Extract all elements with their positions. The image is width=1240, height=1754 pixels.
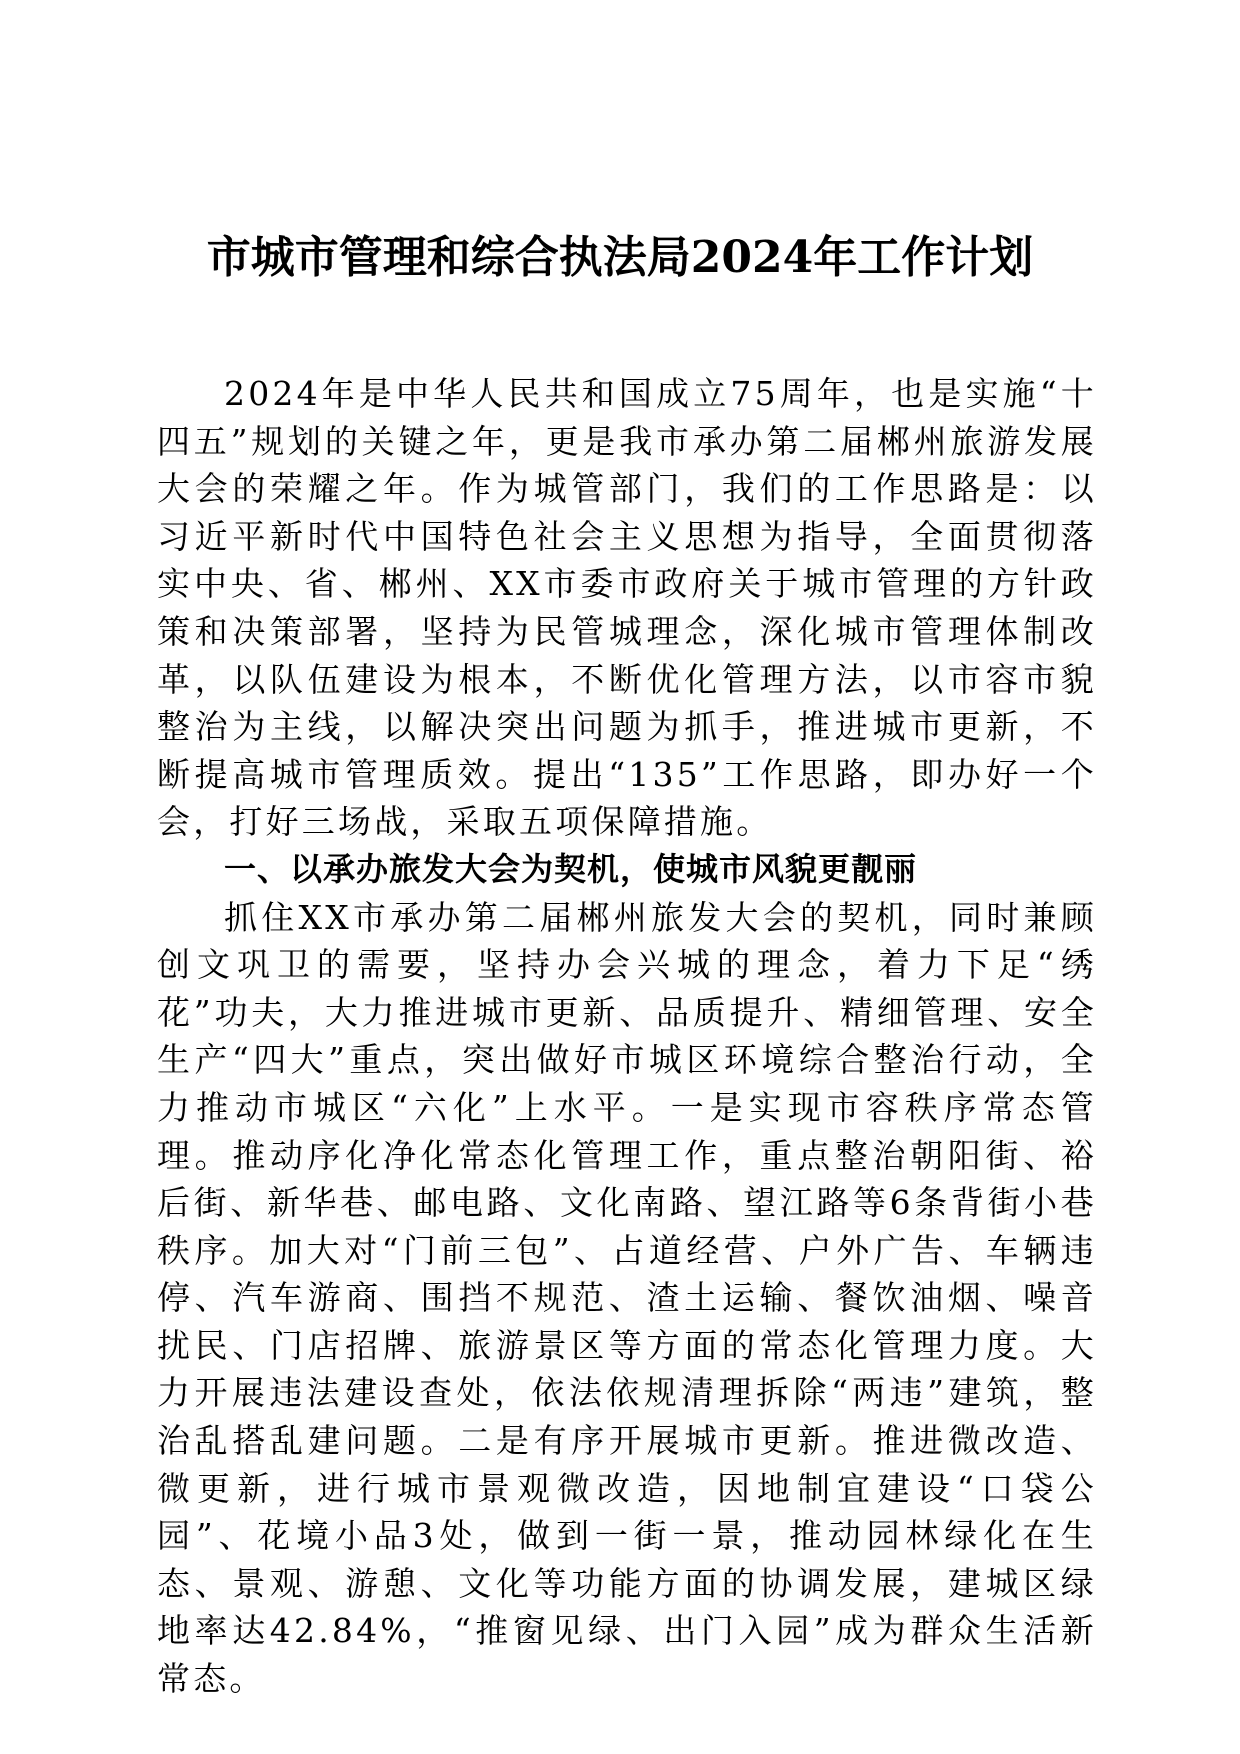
- intro-paragraph: 2024年是中华人民共和国成立75周年，也是实施“十四五”规划的关键之年，更是我市承办第二届郴州旅游发展大会的荣耀之年。作为城管部门，我们的工作思路是：以习近平新时代中国特色社会主义思想为指导，全面贯彻落实中央、省、郴州、XX市委市政府关于城市管理的方针政策和决策部署，坚持为民管城理念，深化城市管理体制改革，以队伍建设为根本，不断优化管理方法，以市容市貌整治为主线，以解决突出问题为抓手，推进城市更新，不断提高城市管理质效。提出“135”工作思路，即办好一个会，打好三场战，采取五项保障措施。: [157, 374, 1097, 842]
- section-1-paragraph: 抓住XX市承办第二届郴州旅发大会的契机，同时兼顾创文巩卫的需要，坚持办会兴城的理念，着力下足“绣花”功夫，大力推进城市更新、品质提升、精细管理、安全生产“四大”重点，突出做好市城区环境综合整治行动，全力推动市城区“六化”上水平。一是实现市容秩序常态管理。推动序化净化常态化管理工作，重点整治朝阳街、裕后街、新华巷、邮电路、文化南路、望江路等6条背街小巷秩序。加大对“门前三包”、占道经营、户外广告、车辆违停、汽车游商、围挡不规范、渣土运输、餐饮油烟、噪音扰民、门店招牌、旅游景区等方面的常态化管理力度。大力开展违法建设查处，依法依规清理拆除“两违”建筑，整治乱搭乱建问题。二是有序开展城市更新。推进微改造、微更新，进行城市景观微改造，因地制宜建设“口袋公园”、花境小品3处，做到一街一景，推动园林绿化在生态、景观、游憩、文化等功能方面的协调发展，建城区绿地率达42.84%，“推窗见绿、出门入园”成为群众生活新常态。: [157, 897, 1097, 1699]
- section-heading-1: 一、以承办旅发大会为契机，使城市风貌更靓丽: [224, 849, 918, 888]
- document-title: 市城市管理和综合执法局2024年工作计划: [206, 232, 1034, 283]
- document-body: [157, 370, 1097, 1703]
